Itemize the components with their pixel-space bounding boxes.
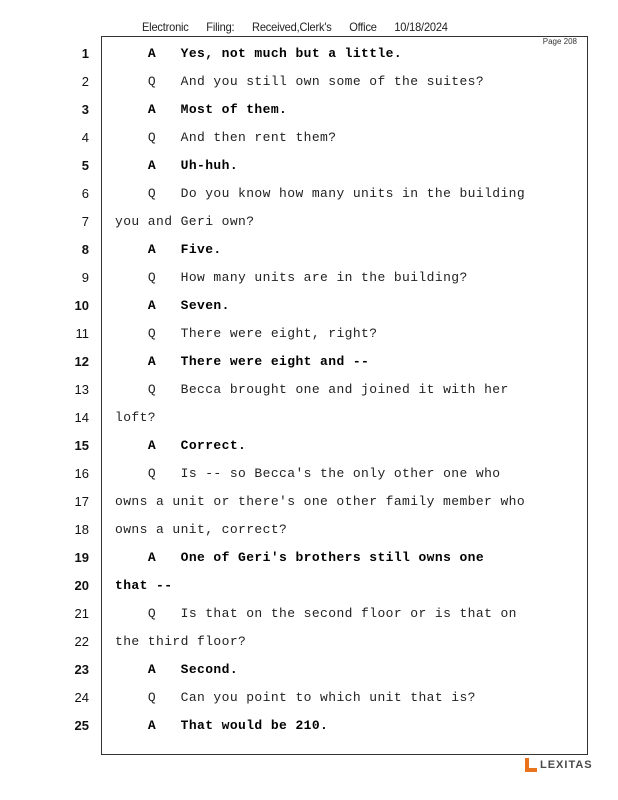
speaker-label: A [147, 354, 157, 369]
line-number: 22 [74, 634, 89, 649]
transcript-line [115, 634, 246, 650]
transcript-line [115, 718, 328, 734]
transcript-line [115, 690, 476, 706]
transcript-line [115, 410, 156, 426]
speaker-label: A [147, 158, 157, 173]
speaker-label: A [147, 662, 157, 677]
filing-stamp-header [142, 20, 462, 34]
transcript-line [115, 270, 468, 286]
speaker-label: Q [147, 326, 157, 341]
line-number: 4 [81, 130, 89, 145]
line-number: 24 [74, 690, 89, 705]
filing-stamp-part: Filing: [206, 20, 235, 34]
filing-stamp-part: Received,Clerk's [252, 20, 332, 34]
line-number: 23 [74, 662, 89, 677]
speaker-label: A [147, 550, 157, 565]
filing-stamp-part: Electronic [142, 20, 189, 34]
line-number: 18 [74, 522, 89, 537]
line-number: 8 [81, 242, 89, 257]
line-content: That would be 210. [180, 718, 329, 733]
filing-stamp-part: 10/18/2024 [394, 20, 448, 34]
line-content: Do you know how many units in the building [180, 186, 526, 201]
transcript-line [115, 522, 287, 538]
transcript-line [115, 186, 525, 202]
speaker-label: A [147, 298, 157, 313]
transcript-line [115, 606, 517, 622]
line-number: 20 [74, 578, 89, 593]
transcript-line [115, 298, 230, 314]
line-number: 17 [74, 494, 89, 509]
transcript-line [115, 74, 484, 90]
line-number: 14 [74, 410, 89, 425]
lexitas-logo [524, 757, 593, 773]
line-content: Yes, not much but a little. [180, 46, 403, 61]
line-content: There were eight and -- [180, 354, 370, 369]
line-content: How many units are in the building? [180, 270, 468, 285]
transcript-line [115, 494, 525, 510]
speaker-label: A [147, 438, 157, 453]
transcript-line [115, 242, 222, 258]
line-content: Most of them. [180, 102, 288, 117]
speaker-label: A [147, 102, 157, 117]
line-number: 3 [81, 102, 89, 117]
transcript-line [115, 214, 254, 230]
transcript-line [115, 102, 287, 118]
line-number: 7 [81, 214, 89, 229]
line-number: 15 [74, 438, 89, 453]
line-content: Can you point to which unit that is? [180, 690, 476, 705]
line-content: Correct. [180, 438, 247, 453]
speaker-label: Q [147, 130, 157, 145]
line-number: 19 [74, 550, 89, 565]
line-content: Five. [180, 242, 222, 257]
transcript-line [115, 662, 238, 678]
line-content: One of Geri's brothers still owns one [180, 550, 485, 565]
lexitas-logo-text: LEXITAS [540, 759, 593, 771]
speaker-label: Q [147, 606, 157, 621]
line-number: 2 [81, 74, 89, 89]
line-number: 11 [75, 326, 89, 341]
speaker-label: Q [147, 186, 157, 201]
line-number: 12 [74, 354, 89, 369]
line-content: owns a unit, correct? [115, 522, 288, 537]
speaker-label: A [147, 242, 157, 257]
line-number: 9 [81, 270, 89, 285]
transcript-line [115, 550, 484, 566]
transcript-line [115, 158, 238, 174]
line-content: Seven. [180, 298, 230, 313]
filing-stamp-part: Office [349, 20, 377, 34]
lexitas-logo-icon [524, 757, 538, 773]
line-number: 25 [74, 718, 89, 733]
line-content: Is that on the second floor or is that on [180, 606, 517, 621]
speaker-label: Q [147, 270, 157, 285]
transcript-line [115, 130, 336, 146]
line-content: loft? [115, 410, 157, 425]
line-content: Second. [180, 662, 239, 677]
page-number: Page 208 [542, 37, 577, 46]
transcript-line [115, 326, 377, 342]
line-content: And you still own some of the suites? [180, 74, 485, 89]
speaker-label: A [147, 46, 157, 61]
transcript-line [115, 382, 509, 398]
line-content: Uh-huh. [180, 158, 239, 173]
line-content: the third floor? [115, 634, 247, 649]
line-content: And then rent them? [180, 130, 337, 145]
line-content: Is -- so Becca's the only other one who [180, 466, 501, 481]
speaker-label: Q [147, 382, 157, 397]
speaker-label: Q [147, 74, 157, 89]
line-content: that -- [115, 578, 173, 593]
transcript-line [115, 466, 500, 482]
speaker-label: Q [147, 690, 157, 705]
line-content: There were eight, right? [180, 326, 378, 341]
line-content: owns a unit or there's one other family member who [115, 494, 526, 509]
line-number: 21 [74, 606, 89, 621]
line-number: 5 [81, 158, 89, 173]
transcript-line [115, 438, 246, 454]
line-number: 16 [74, 466, 89, 481]
speaker-label: Q [147, 466, 157, 481]
line-content: Becca brought one and joined it with her [180, 382, 509, 397]
line-number: 13 [74, 382, 89, 397]
line-number: 10 [74, 298, 89, 313]
transcript-line [115, 354, 369, 370]
transcript-line [115, 46, 402, 62]
line-content: you and Geri own? [115, 214, 255, 229]
line-number: 1 [81, 46, 89, 61]
line-number: 6 [81, 186, 89, 201]
speaker-label: A [147, 718, 157, 733]
transcript-line [115, 578, 172, 594]
